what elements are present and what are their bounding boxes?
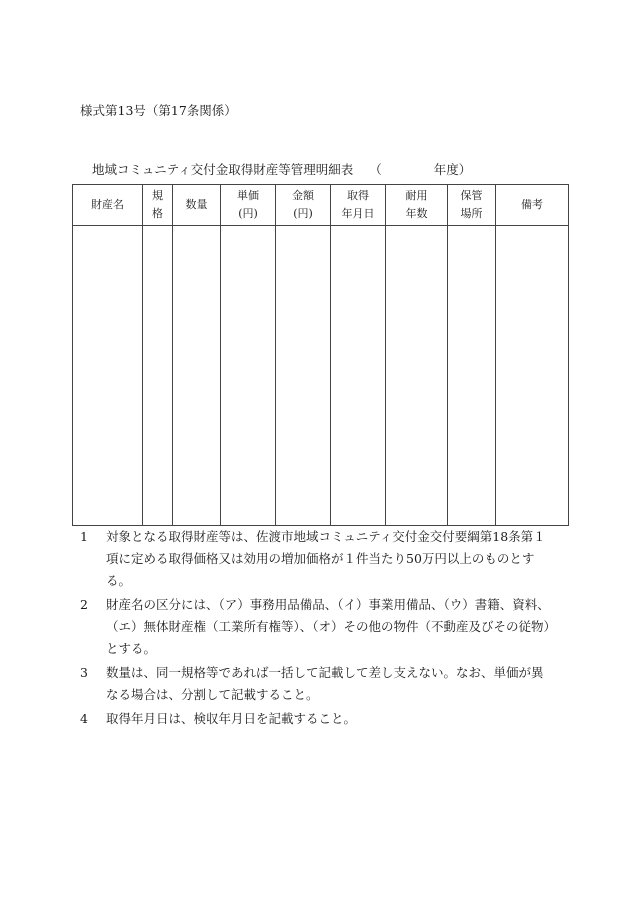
note-number: 4 xyxy=(80,711,88,726)
note-item xyxy=(80,594,552,660)
cell-quantity[interactable] xyxy=(173,226,221,526)
note-item xyxy=(80,526,552,592)
col-header-amount: 金額 (円) xyxy=(276,185,331,226)
cell-asset-name[interactable] xyxy=(73,226,143,526)
table-title-main: 地域コミュニティ交付金取得財産等管理明細表 xyxy=(92,162,354,177)
col-header-acquisition-date: 取得 年月日 xyxy=(331,185,386,226)
entry-area-row xyxy=(73,226,569,526)
col-header-useful-life: 耐用 年数 xyxy=(386,185,448,226)
note-text: 財産名の区分には、（ア）事務用品備品、（イ）事業用備品、（ウ）書籍、資料、（エ）無体財産権（工業所有権等）、（オ）その他の物件（不動産及びその従物）とする。 xyxy=(106,597,550,656)
form-number: 様式第13号（第17条関係） xyxy=(80,103,237,118)
col-header-remarks: 備考 xyxy=(496,185,569,226)
header-row xyxy=(73,185,569,226)
col-header-storage-location: 保管 場所 xyxy=(448,185,496,226)
notes-section xyxy=(80,526,552,732)
year-open-paren: （ xyxy=(369,162,382,177)
col-header-unit-price: 単価 (円) xyxy=(221,185,276,226)
note-number: 2 xyxy=(80,597,88,612)
col-header-spec: 規 格 xyxy=(143,185,173,226)
note-number: 1 xyxy=(80,529,88,544)
cell-unit-price[interactable] xyxy=(221,226,276,526)
note-item xyxy=(80,662,552,706)
note-text: 取得年月日は、検収年月日を記載すること。 xyxy=(106,711,357,726)
cell-spec[interactable] xyxy=(143,226,173,526)
cell-remarks[interactable] xyxy=(496,226,569,526)
year-suffix: 年度） xyxy=(433,162,472,177)
col-header-quantity: 数量 xyxy=(173,185,221,226)
asset-ledger-table xyxy=(72,184,569,526)
note-item xyxy=(80,708,552,730)
note-text: 対象となる取得財産等は、佐渡市地域コミュニティ交付金交付要綱第18条第１項に定める取得価格又は効用の増加価格が１件当たり50万円以上のものとする。 xyxy=(106,529,546,588)
cell-amount[interactable] xyxy=(276,226,331,526)
cell-useful-life[interactable] xyxy=(386,226,448,526)
col-header-asset-name: 財産名 xyxy=(73,185,143,226)
table-title xyxy=(92,160,471,178)
note-number: 3 xyxy=(80,665,88,680)
note-text: 数量は、同一規格等であれば一括して記載して差し支えない。なお、単価が異なる場合は、分割して記載すること。 xyxy=(106,665,544,702)
cell-acquisition-date[interactable] xyxy=(331,226,386,526)
cell-storage-location[interactable] xyxy=(448,226,496,526)
